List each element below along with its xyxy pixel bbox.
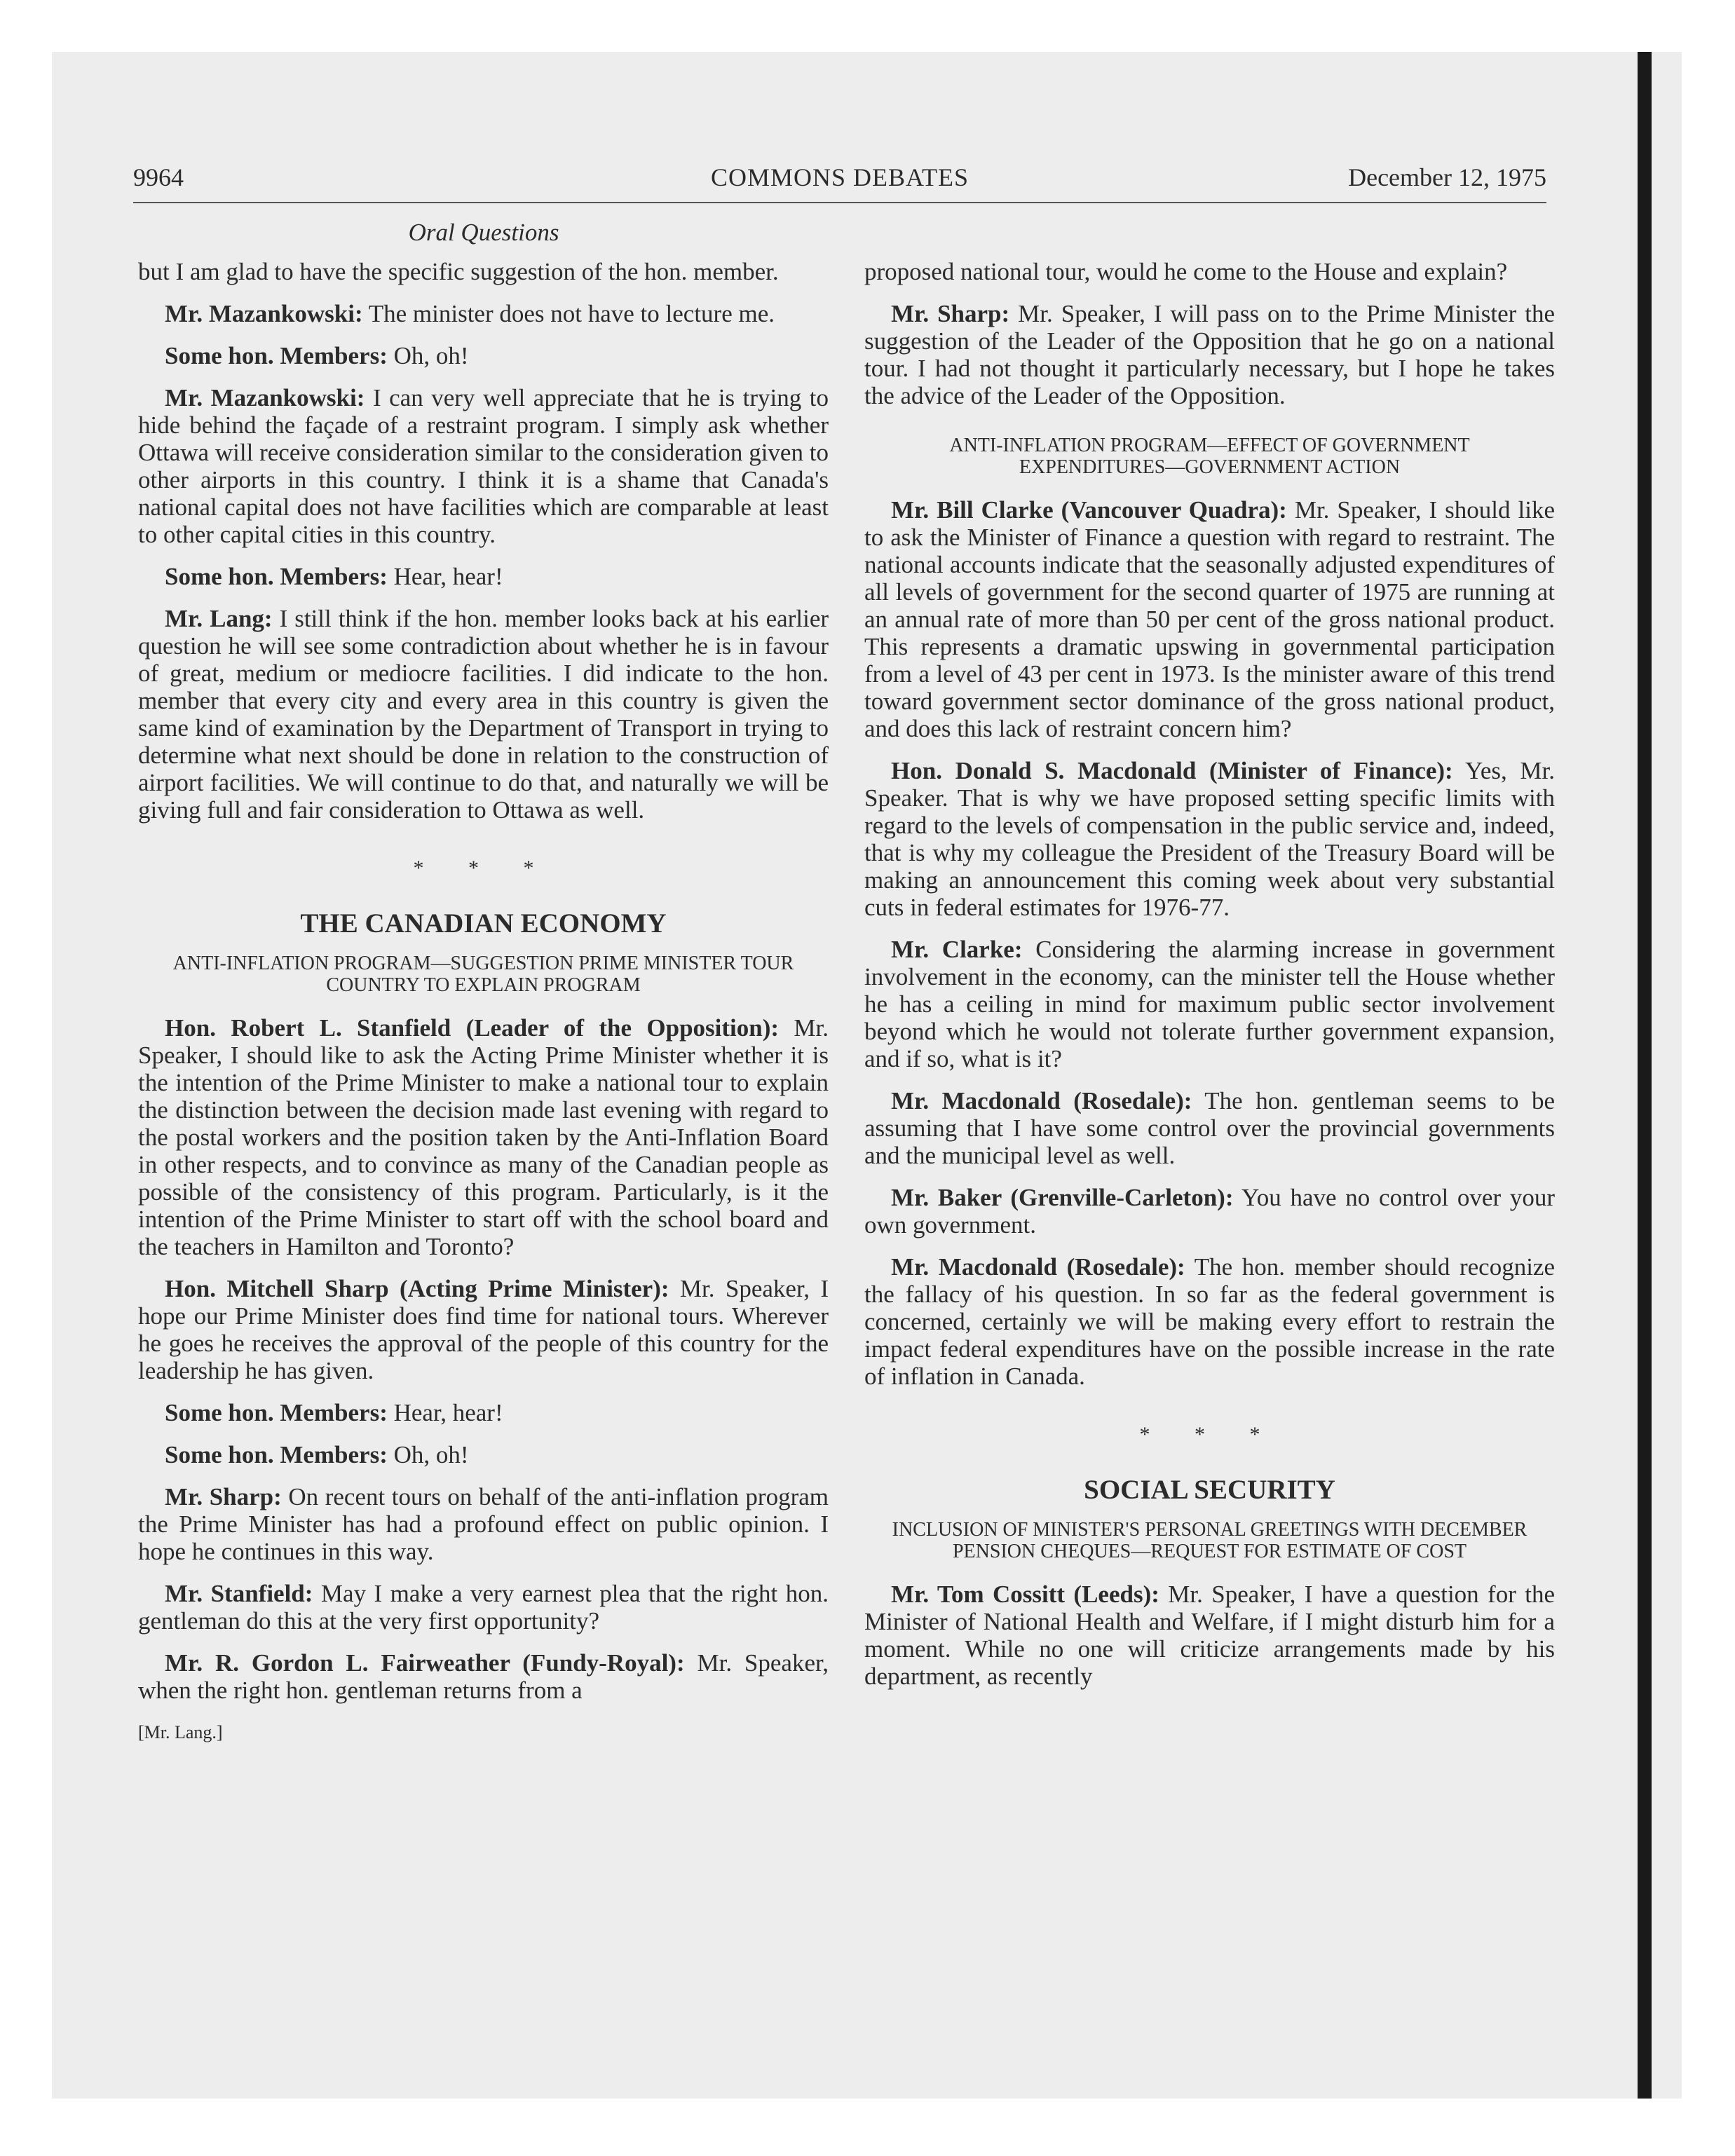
paragraph-text: Mr. Speaker, I have a question for the Minister of National Health and Welfare, if I might disturb him for a moment. While no one will criticize arrangements made by his department, as recently [864,1581,1555,1690]
left-column [138,258,829,1746]
speaker-name: Mr. Sharp: [165,1483,282,1510]
paragraph-text: The hon. member should recognize the fallacy of his question. In so far as the federal government is concerned, certainly we will be making every effort to restrain the impact federal expenditures have on the possible increase in the rate of inflation in Canada. [864,1253,1555,1390]
paragraph-text: The hon. gentleman seems to be assuming that I have some control over the provincial governments and the municipal level as well. [864,1087,1556,1169]
paragraph [138,1399,829,1426]
paragraph [138,563,829,590]
subheading: ANTI-INFLATION PROGRAM—SUGGESTION PRIME MINISTER TOUR COUNTRY TO EXPLAIN PROGRAM [172,953,794,996]
speaker-name: Hon. Robert L. Stanfield (Leader of the Opposition): [165,1014,780,1042]
paragraph [138,1580,829,1635]
paragraph [138,342,829,369]
issue-date: December 12, 1975 [1348,163,1546,191]
journal-title: COMMONS DEBATES [710,163,969,191]
section-heading: THE CANADIAN ECONOMY [300,908,667,939]
paragraph [864,1184,1555,1239]
footer-note: [Mr. Lang.] [138,1722,223,1742]
paragraph [864,258,1555,285]
paragraph [864,1087,1555,1169]
paragraph-text: Mr. Speaker, I should like to ask the Acting Prime Minister whether it is the intention of the Prime Minister to make a national tour to explain the distinction between the decision made last evening with regard to the postal workers and the position taken by the Anti-Inflation Board in other respects, and to convince as many of the Canadian people as possible of the consistency of this program. Particularly, is it the intention of the Prime Minister to start off with the school board and the teachers in Hamilton and Toronto? [138,1014,829,1260]
paragraph [138,605,829,824]
speaker-name: Mr. Mazankowski: [165,384,365,411]
speaker-name: Mr. Stanfield: [165,1580,313,1607]
left-block-2 [138,1014,829,1704]
paragraph-text: Mr. Speaker, I hope our Prime Minister does find time for national tours. Wherever he goes he receives the approval of the people of this country for the leadership he has given. [138,1275,829,1384]
paragraph [138,1014,829,1260]
paragraph-text: May I make a very earnest plea that the right hon. gentleman do this at the very first opportunity? [138,1580,829,1635]
speaker-name: Mr. Sharp: [891,300,1010,327]
paragraph-text: Hear, hear! [393,563,503,590]
paragraph-text: On recent tours on behalf of the anti-inflation program the Prime Minister has had a profound effect on public opinion. I hope he continues in this way. [138,1483,829,1565]
paragraph-text: The minister does not have to lecture me. [368,300,775,327]
paragraph [138,1441,829,1468]
speaker-name: Mr. Baker (Grenville-Carleton): [891,1184,1234,1211]
paragraph-text: Mr. Speaker, I should like to ask the Minister of Finance a question with regard to restraint. The national accounts indicate that the seasonally adjusted expenditures of all levels of government for the second quarter of 1975 are running at an annual rate of more than 50 per cent of the gross national product. This represents a dramatic upswing in governmental participation from a level of 43 per cent in 1973. Is the minister aware of this trend toward government sector dominance of the gross national product, and does this lack of restraint concern him? [864,496,1556,742]
section-heading: SOCIAL SECURITY [1084,1475,1335,1505]
paragraph-text: Oh, oh! [393,342,469,369]
section-label: Oral Questions [408,219,559,246]
section-separator: * * * [413,857,554,880]
page-spine-edge [1638,52,1652,2099]
paragraph-text: Mr. Speaker, I will pass on to the Prime Minister the suggestion of the Leader of the Opposition that he go on a national tour. I had not thought it particularly necessary, but I hope he takes the advice of the Leader of the Opposition. [864,300,1555,409]
speaker-name: Mr. Mazankowski: [165,300,363,327]
subheading: ANTI-INFLATION PROGRAM—EFFECT OF GOVERNMENT EXPENDITURES—GOVERNMENT ACTION [949,435,1470,478]
page-number: 9964 [133,163,184,191]
paragraph-text: Yes, Mr. Speaker. That is why we have proposed setting specific limits with regard to the levels of compensation in the public service and, indeed, that is why my colleague the President of the Treasury Board will be making an announcement this coming week about very substantial cuts in federal estimates for 1976-77. [864,757,1555,921]
right-block-2 [864,496,1555,1390]
paragraph-text: You have no control over your own government. [864,1184,1556,1239]
right-block-1 [864,258,1555,409]
left-block-1 [138,258,829,824]
page-header [133,163,1546,203]
speaker-name: Mr. Tom Cossitt (Leeds): [891,1581,1159,1608]
paragraph [138,300,829,327]
paragraph [138,384,829,548]
speaker-name: Mr. Bill Clarke (Vancouver Quadra): [891,496,1287,524]
paragraph-text: Considering the alarming increase in government involvement in the economy, can the minister tell the House whether he has a ceiling in mind for maximum public sector involvement beyond which he would not tolerate further government expansion, and if so, what is it? [864,936,1556,1072]
speaker-name: Mr. Lang: [165,605,273,632]
paragraph [864,1253,1555,1390]
paragraph [138,258,829,285]
speaker-name: Mr. Macdonald (Rosedale): [891,1087,1192,1114]
section-separator: * * * [1139,1423,1280,1446]
speaker-name: Some hon. Members: [165,1441,388,1468]
subheading: INCLUSION OF MINISTER'S PERSONAL GREETINGS WITH DECEMBER PENSION CHEQUES—REQUEST FOR ESTIMATE OF COST [892,1519,1528,1562]
speaker-name: Mr. Macdonald (Rosedale): [891,1253,1185,1281]
speaker-name: Hon. Mitchell Sharp (Acting Prime Minister): [165,1275,669,1302]
speaker-name: Mr. Clarke: [891,936,1023,963]
paragraph [138,1483,829,1565]
paragraph-text: Mr. Speaker, when the right hon. gentleman returns from a [138,1649,829,1704]
paragraph-text: Hear, hear! [393,1399,503,1426]
paragraph [864,936,1555,1072]
paragraph-text: I can very well appreciate that he is trying to hide behind the façade of a restraint program. I simply ask whether Ottawa will receive consideration similar to the consideration given to other airports in this country. I think it is a shame that Canada's national capital does not have facilities which are comparable at least to other capital cities in this country. [138,384,829,548]
paragraph-text: I still think if the hon. member looks back at his earlier question he will see some contradiction about whether he is in favour of great, medium or mediocre facilities. I did indicate to the hon. member that every city and every area in this country is given the same kind of examination by the Department of Transport in trying to determine what next should be done in relation to the construction of airport facilities. We will continue to do that, and naturally we will be giving full and fair consideration to Ottawa as well. [138,605,829,824]
speaker-name: Mr. R. Gordon L. Fairweather (Fundy-Royal): [165,1649,685,1677]
speaker-name: Some hon. Members: [165,563,388,590]
paragraph [864,496,1555,742]
paragraph [864,757,1555,921]
speaker-name: Hon. Donald S. Macdonald (Minister of Finance): [891,757,1453,784]
speaker-name: Some hon. Members: [165,1399,388,1426]
paragraph [864,1581,1555,1690]
right-column [864,258,1555,1705]
paragraph-text: proposed national tour, would he come to the House and explain? [864,258,1508,285]
right-block-3 [864,1581,1555,1690]
speaker-name: Some hon. Members: [165,342,388,369]
paragraph [864,300,1555,409]
paragraph-text: but I am glad to have the specific suggestion of the hon. member. [138,258,779,285]
paragraph-text: Oh, oh! [393,1441,469,1468]
paragraph [138,1275,829,1384]
paragraph [138,1649,829,1704]
